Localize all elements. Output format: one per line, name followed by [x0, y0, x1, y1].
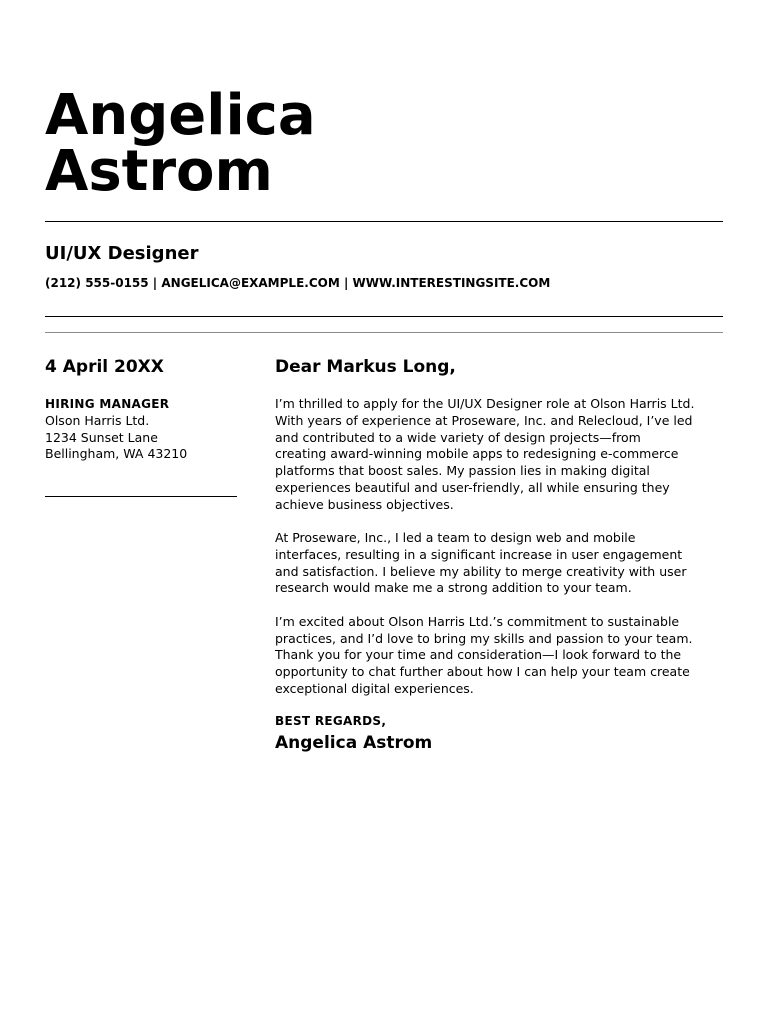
cover-letter-page — [45, 0, 723, 1024]
letter-body — [275, 356, 695, 754]
applicant-name — [45, 83, 316, 204]
contact-divider-top — [45, 316, 723, 317]
paragraph-1: I’m thrilled to apply for the UI/UX Designer role at Olson Harris Ltd. With years of experience at Proseware, Inc. and Relecloud, I’ve led and contributed to a wide variety of design projects—from creating award-winning mobile apps to redesigning e-commerce platforms that boost sales. My passion lies in making digital experiences beautiful and user-friendly, all while ensuring they achieve business objectives. — [275, 396, 695, 512]
recipient-city: Bellingham, WA 43210 — [45, 446, 188, 462]
letter-date: 4 April 20XX — [45, 357, 164, 377]
header-divider — [45, 221, 723, 222]
sidebar-divider — [45, 496, 237, 497]
paragraph-2: At Proseware, Inc., I led a team to design web and mobile interfaces, resulting in a significant increase in user engagement and satisfaction. I believe my ability to merge creativity with user research would make me a strong addition to your team. — [275, 530, 687, 596]
signature: Angelica Astrom — [275, 732, 433, 753]
paragraph-3: I’m excited about Olson Harris Ltd.’s commitment to sustainable practices, and I’d love to bring my skills and passion to your team. Thank you for your time and consideration—I look forward to the opportunity to chat further about how I can help your team create exceptional digital experiences. — [275, 613, 693, 696]
recipient-block — [45, 396, 237, 463]
first-name: Angelica — [45, 83, 316, 148]
recipient-street: 1234 Sunset Lane — [45, 429, 158, 445]
recipient-company: Olson Harris Ltd. — [45, 412, 150, 428]
sidebar — [45, 356, 237, 463]
contact-line: (212) 555-0155 | ANGELICA@EXAMPLE.COM | WWW.INTERESTINGSITE.COM — [45, 276, 551, 290]
salutation: Dear Markus Long, — [275, 357, 456, 377]
contact-divider-bottom — [45, 332, 723, 333]
job-title: UI/UX Designer — [45, 243, 199, 264]
recipient-role: HIRING MANAGER — [45, 397, 170, 411]
last-name: Astrom — [45, 139, 273, 204]
closing: BEST REGARDS, — [275, 713, 387, 728]
